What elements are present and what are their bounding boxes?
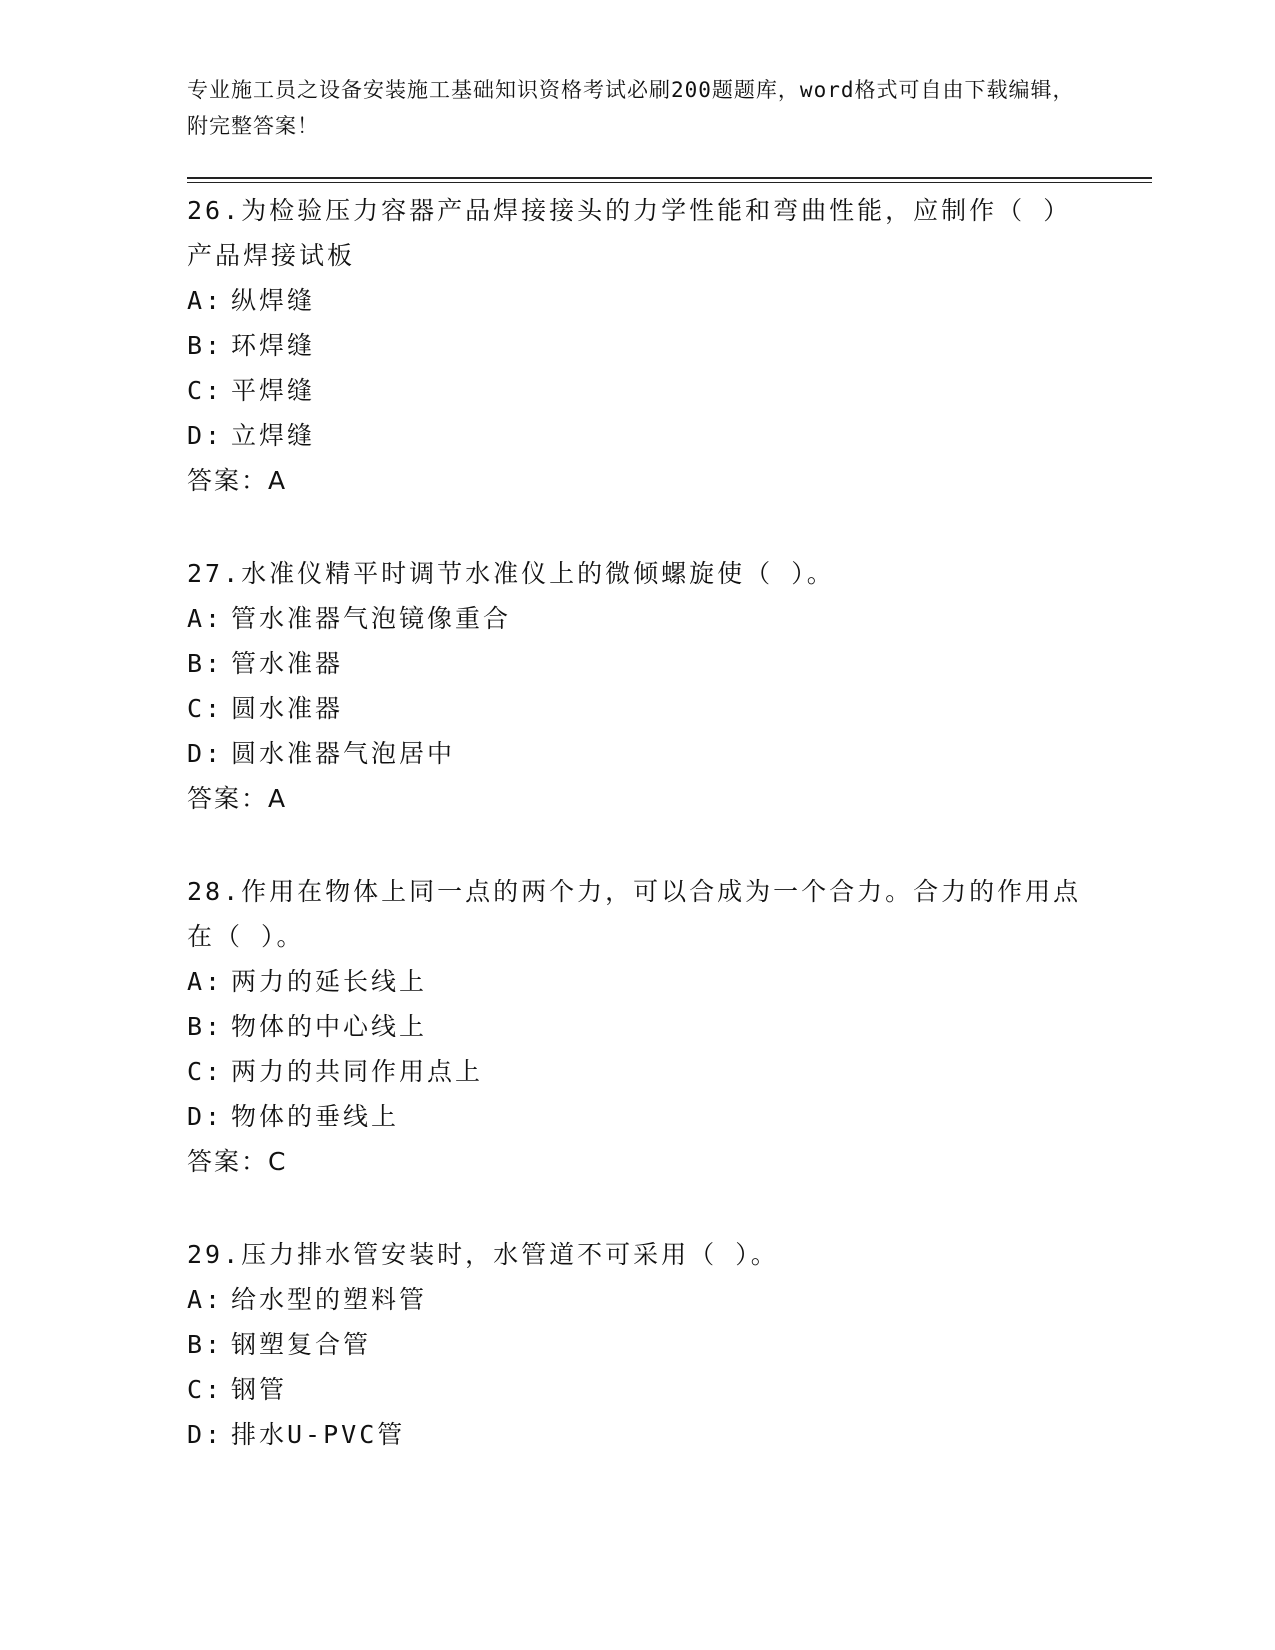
- question-28: [187, 869, 1087, 1184]
- question-stem: 28.作用在物体上同一点的两个力，可以合成为一个合力。合力的作用点在（ ）。: [187, 877, 1082, 951]
- option-c: [187, 1049, 1087, 1094]
- option-letter: D:: [187, 421, 224, 450]
- option-letter: A:: [187, 1285, 224, 1314]
- option-text: 钢管: [231, 1375, 288, 1404]
- option-letter: D:: [187, 1102, 224, 1131]
- option-text: 两力的共同作用点上: [231, 1057, 484, 1086]
- answer-line: 答案：A: [187, 466, 288, 495]
- header-divider-top: [187, 177, 1152, 179]
- option-text: 给水型的塑料管: [231, 1285, 428, 1314]
- option-letter: C:: [187, 376, 224, 405]
- option-text: 排水U-PVC管: [231, 1420, 406, 1449]
- option-a: [187, 278, 1087, 323]
- option-text: 立焊缝: [231, 421, 316, 450]
- option-b: [187, 641, 1087, 686]
- option-d: [187, 1094, 1087, 1139]
- option-letter: A:: [187, 967, 224, 996]
- header-divider-bottom: [187, 182, 1152, 183]
- option-text: 圆水准器气泡居中: [231, 739, 456, 768]
- question-stem: 29.压力排水管安装时，水管道不可采用（ ）。: [187, 1240, 779, 1269]
- option-letter: C:: [187, 1375, 224, 1404]
- option-letter: C:: [187, 694, 224, 723]
- option-text: 平焊缝: [231, 376, 316, 405]
- option-letter: A:: [187, 604, 224, 633]
- option-letter: B:: [187, 1330, 224, 1359]
- option-letter: B:: [187, 1012, 224, 1041]
- option-text: 纵焊缝: [231, 286, 316, 315]
- option-c: [187, 1367, 1087, 1412]
- option-letter: B:: [187, 331, 224, 360]
- option-c: [187, 368, 1087, 413]
- option-b: [187, 1004, 1087, 1049]
- option-text: 钢塑复合管: [231, 1330, 372, 1359]
- question-list: [187, 188, 1087, 1505]
- option-c: [187, 686, 1087, 731]
- option-text: 物体的中心线上: [231, 1012, 428, 1041]
- option-text: 管水准器: [231, 649, 344, 678]
- option-text: 环焊缝: [231, 331, 316, 360]
- option-letter: A:: [187, 286, 224, 315]
- option-b: [187, 323, 1087, 368]
- answer-line: 答案：C: [187, 1147, 288, 1176]
- option-letter: D:: [187, 739, 224, 768]
- option-d: [187, 1412, 1087, 1457]
- option-letter: D:: [187, 1420, 224, 1449]
- answer-line: 答案：A: [187, 784, 288, 813]
- option-text: 管水准器气泡镜像重合: [231, 604, 512, 633]
- option-letter: C:: [187, 1057, 224, 1086]
- question-stem: 26.为检验压力容器产品焊接接头的力学性能和弯曲性能，应制作（ ）产品焊接试板: [187, 196, 1072, 270]
- option-a: [187, 959, 1087, 1004]
- option-d: [187, 731, 1087, 776]
- option-letter: B:: [187, 649, 224, 678]
- question-29: [187, 1232, 1087, 1457]
- option-b: [187, 1322, 1087, 1367]
- option-a: [187, 1277, 1087, 1322]
- question-27: [187, 551, 1087, 821]
- question-26: [187, 188, 1087, 503]
- option-text: 圆水准器: [231, 694, 344, 723]
- option-text: 两力的延长线上: [231, 967, 428, 996]
- option-a: [187, 596, 1087, 641]
- document-header: 专业施工员之设备安装施工基础知识资格考试必刷200题题库，word格式可自由下载编辑，附完整答案！: [187, 78, 1075, 138]
- option-d: [187, 413, 1087, 458]
- option-text: 物体的垂线上: [231, 1102, 400, 1131]
- question-stem: 27.水准仪精平时调节水准仪上的微倾螺旋使（ ）。: [187, 559, 835, 588]
